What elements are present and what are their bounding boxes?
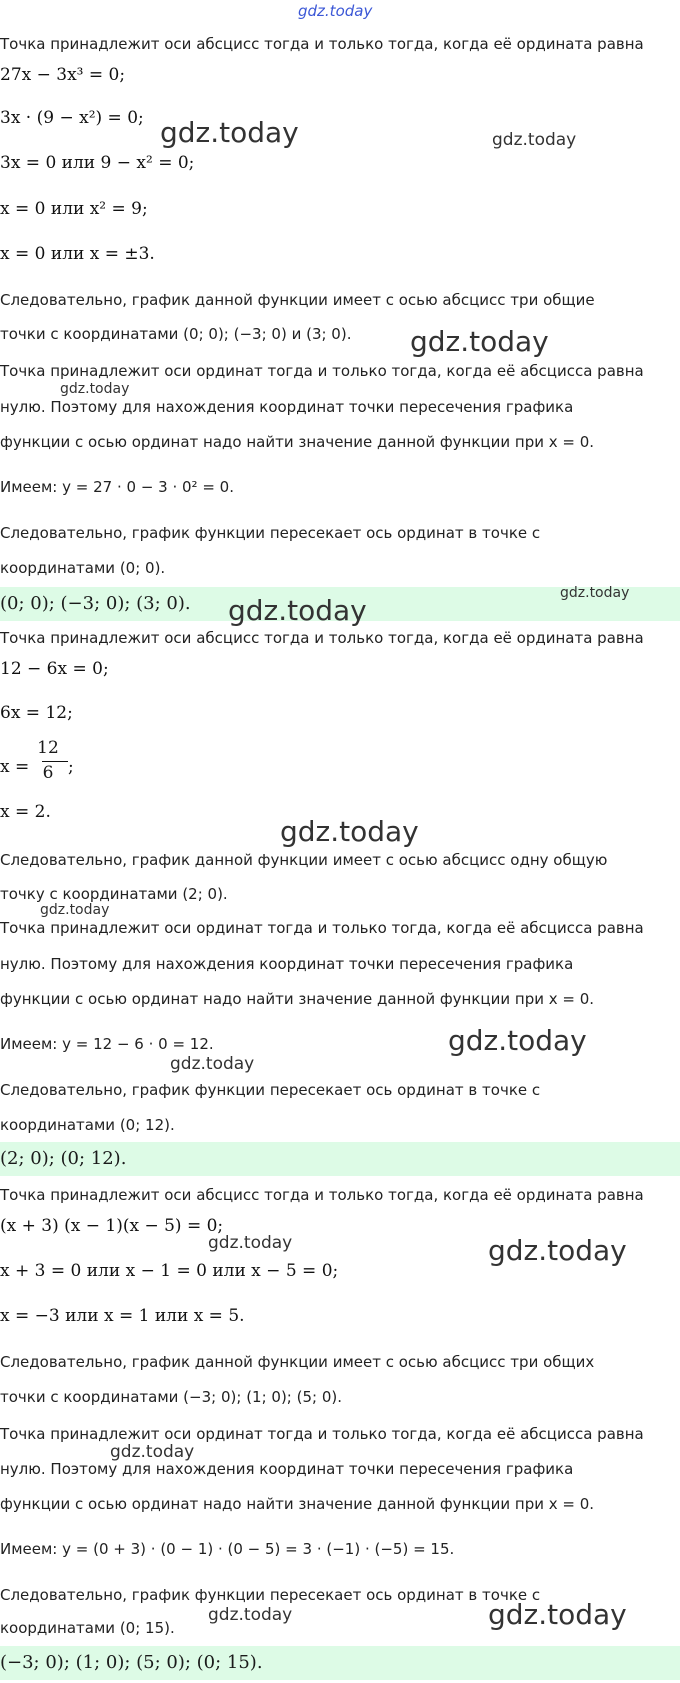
text-line: Следовательно, график функции пересекает ось ординат в точке с [0,1586,541,1604]
text-line: Точка принадлежит оси ординат тогда и только тогда, когда её абсцисса равна [0,1425,644,1443]
text-line: точки с координатами (0; 0); (−3; 0) и (3; 0). [0,325,352,343]
text-line: Следовательно, график функции пересекает ось ординат в точке с [0,1081,541,1099]
math-line: x = [0,757,30,777]
watermark: gdz.today [208,1605,293,1625]
text-line: Следовательно, график данной функции имеет с осью абсцисс одну общую [0,851,608,869]
text-line: Точка принадлежит оси абсцисс тогда и только тогда, когда её ордината равна [0,35,644,53]
site-watermark-header: gdz.today [298,2,373,20]
watermark: gdz.today [60,381,130,397]
watermark: gdz.today [208,1233,293,1253]
math-line: x = 0 или x² = 9; [0,199,148,219]
fraction-bar [42,761,68,762]
watermark: gdz.today [488,1598,627,1631]
watermark: gdz.today [448,1024,587,1057]
text-line: точку с координатами (2; 0). [0,885,228,903]
text-line: Следовательно, график данной функции имеет с осью абсцисс три общие [0,291,595,309]
answer-line: (−3; 0); (1; 0); (5; 0); (0; 15). [0,1652,263,1673]
text-line: нулю. Поэтому для нахождения координат точки пересечения графика [0,955,574,973]
math-line: 27x − 3x³ = 0; [0,65,126,85]
math-line: x = 2. [0,802,51,822]
watermark: gdz.today [410,325,549,358]
text-line: Точка принадлежит оси абсцисс тогда и только тогда, когда её ордината равна [0,1186,644,1204]
watermark: gdz.today [492,130,577,150]
text-line: нулю. Поэтому для нахождения координат точки пересечения графика [0,1460,574,1478]
text-line: нулю. Поэтому для нахождения координат точки пересечения графика [0,398,574,416]
answer-line: (0; 0); (−3; 0); (3; 0). [0,593,191,614]
text-line: Имеем: y = (0 + 3) · (0 − 1) · (0 − 5) = 3 · (−1) · (−5) = 15. [0,1540,455,1558]
text-line: Имеем: y = 27 · 0 − 3 · 0² = 0. [0,478,234,496]
text-line: функции с осью ординат надо найти значение данной функции при x = 0. [0,990,595,1008]
watermark: gdz.today [228,594,367,627]
text-line: функции с осью ординат надо найти значение данной функции при x = 0. [0,433,595,451]
math-line: 3x · (9 − x²) = 0; [0,108,144,128]
math-line: x = −3 или x = 1 или x = 5. [0,1306,245,1326]
watermark: gdz.today [560,585,630,601]
math-line: x = 0 или x = ±3. [0,244,155,264]
text-line: Точка принадлежит оси абсцисс тогда и только тогда, когда её ордината равна [0,629,644,647]
text-line: Точка принадлежит оси ординат тогда и только тогда, когда её абсцисса равна [0,362,644,380]
watermark: gdz.today [40,902,110,918]
watermark: gdz.today [160,116,299,149]
math-line: 3x = 0 или 9 − x² = 0; [0,153,195,173]
math-line: 6x = 12; [0,703,73,723]
text-line: Следовательно, график данной функции имеет с осью абсцисс три общих [0,1353,595,1371]
math-line: 12 − 6x = 0; [0,659,109,679]
text-line: функции с осью ординат надо найти значение данной функции при x = 0. [0,1495,595,1513]
text-line: Следовательно, график функции пересекает ось ординат в точке с [0,524,541,542]
text-line: Точка принадлежит оси ординат тогда и только тогда, когда её абсцисса равна [0,919,644,937]
math-line: x + 3 = 0 или x − 1 = 0 или x − 5 = 0; [0,1261,339,1281]
fraction-tail: ; [68,757,74,777]
watermark: gdz.today [488,1234,627,1267]
watermark: gdz.today [170,1054,255,1074]
fraction-numerator: 12 [37,738,59,758]
text-line: координатами (0; 12). [0,1116,175,1134]
text-line: точки с координатами (−3; 0); (1; 0); (5; 0). [0,1388,343,1406]
text-line: Имеем: y = 12 − 6 · 0 = 12. [0,1035,214,1053]
watermark: gdz.today [280,815,419,848]
math-line: (x + 3) (x − 1)(x − 5) = 0; [0,1216,224,1236]
text-line: координатами (0; 0). [0,559,166,577]
answer-line: (2; 0); (0; 12). [0,1148,127,1169]
text-line: координатами (0; 15). [0,1619,175,1637]
watermark: gdz.today [110,1442,195,1462]
fraction-denominator: 6 [42,763,54,783]
